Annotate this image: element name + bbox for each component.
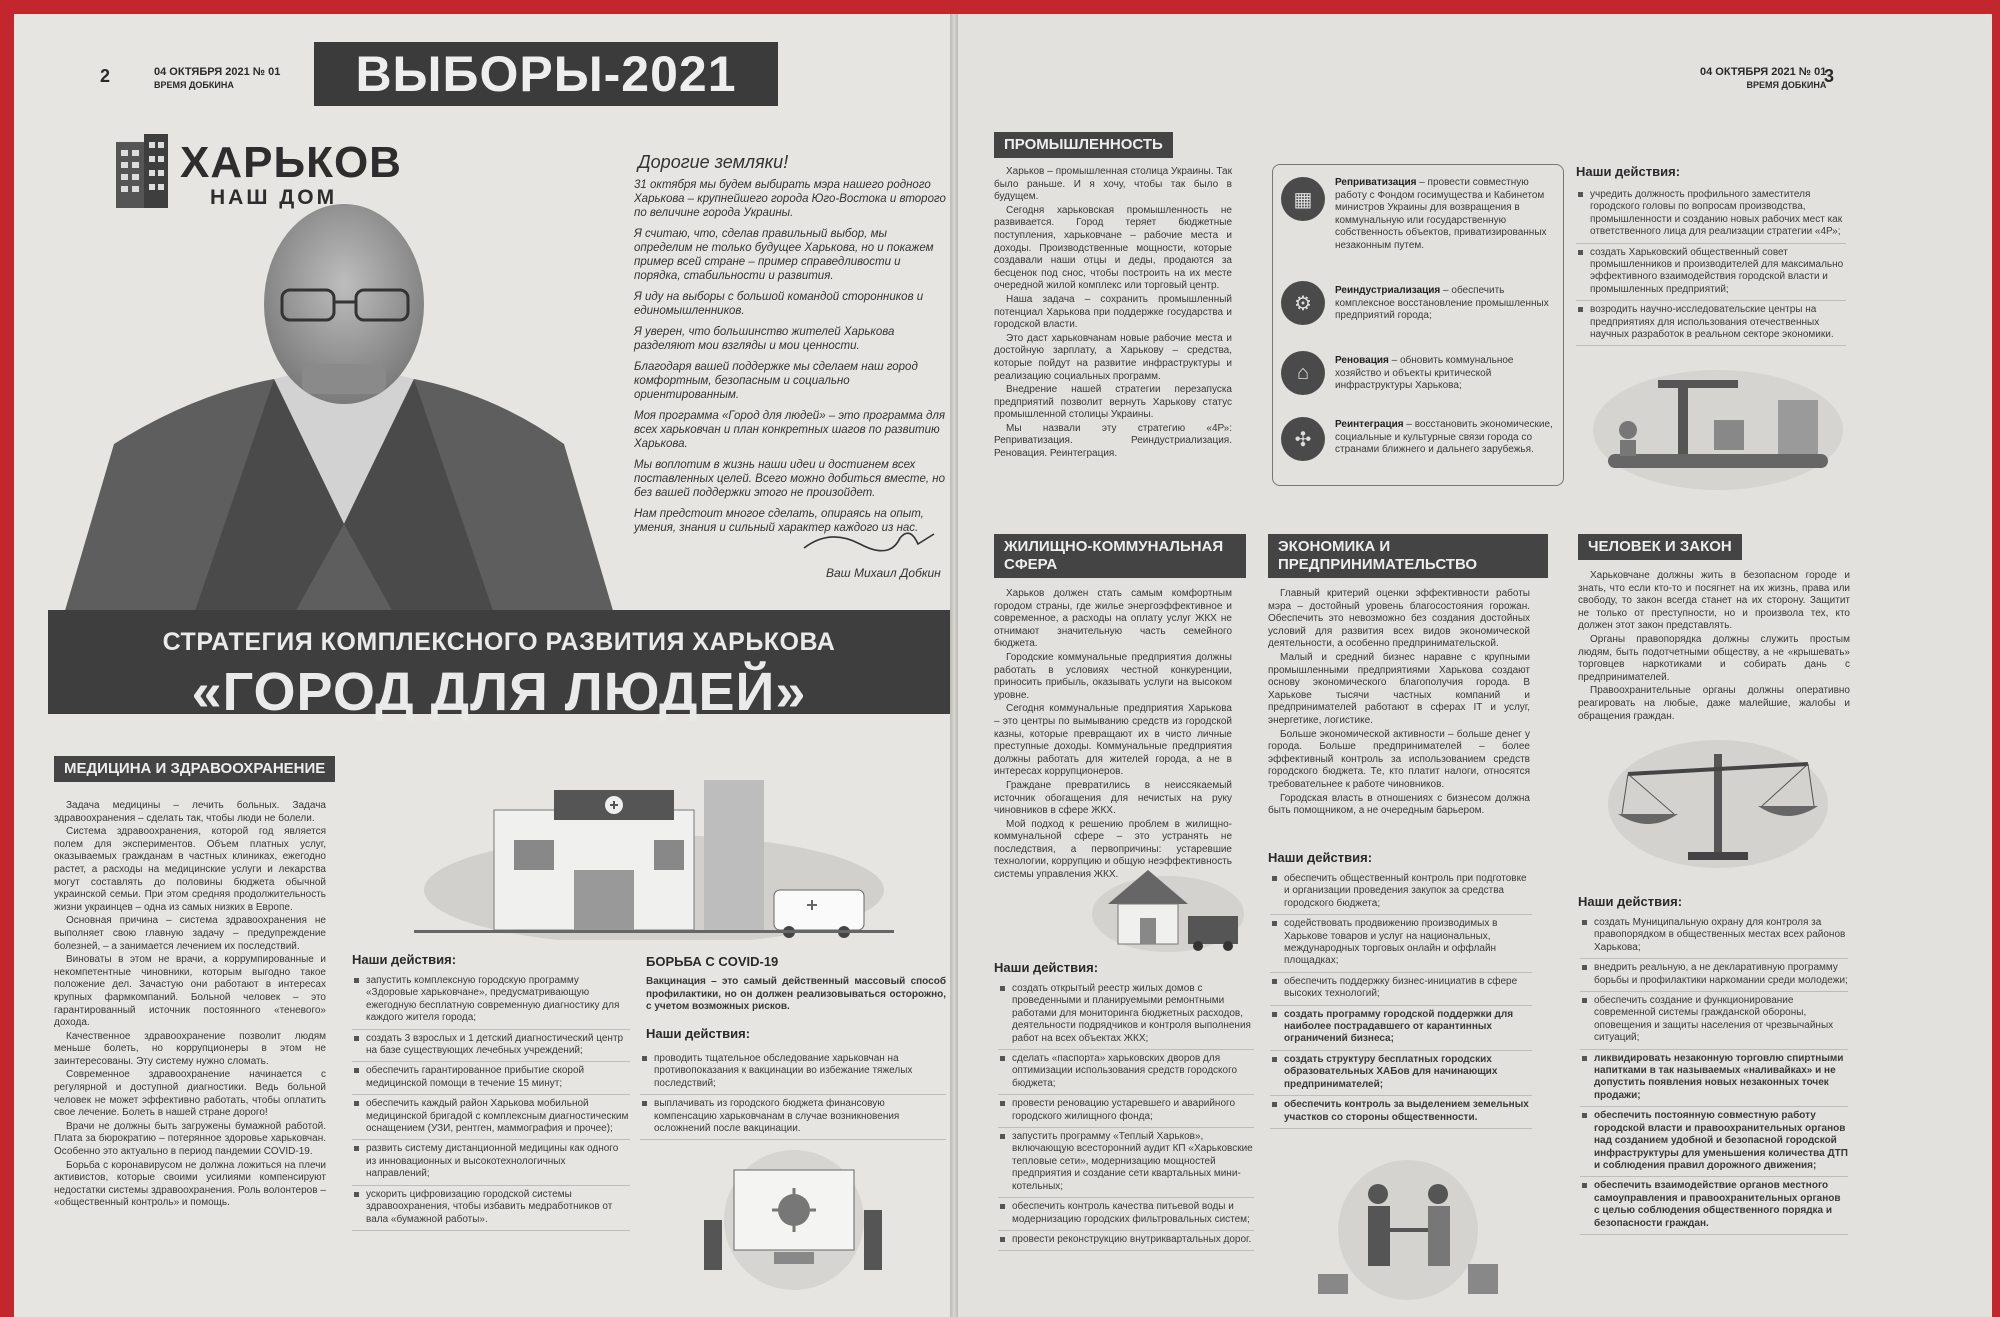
action-item: сделать «паспорта» харьковских дворов для оптимизации использования средств городского бюджета; — [998, 1050, 1254, 1095]
strategy-item — [1335, 177, 1555, 253]
covid-text: Вакцинация – это самый действенный массовый способ профилактики, но он должен реализовываться осторожно, с учетом возможных рисков. — [646, 976, 946, 1013]
law-actions-title: Наши действия: — [1578, 894, 1683, 909]
strategy-line-2: «ГОРОД ДЛЯ ЛЮДЕЙ» — [191, 662, 807, 722]
strategy-term: Реновация — [1335, 355, 1389, 366]
factory-icon: ⚙ — [1281, 281, 1325, 325]
strategy-term: Реприватизация — [1335, 177, 1417, 188]
folio — [154, 66, 280, 92]
action-item: ликвидировать незаконную торговлю спиртными напитками в так называемых «наливайках» и не допустить появления новых незаконных точек продажи; — [1580, 1050, 1848, 1108]
action-item: создать открытый реестр жилых домов с проведенными и планируемыми ремонтными работами для мониторинга бюджетных расходов, деятельности подрядчиков и контроля выполнения работ на всех объектах ЖКХ; — [998, 980, 1254, 1050]
page-right — [958, 14, 1992, 1317]
action-item: запустить программу «Теплый Харьков», включающую всесторонний аудит КП «Харьковские тепловые сети», модернизацию мощностей предприятия и создание сети квартальных мини-котельных; — [998, 1128, 1254, 1198]
housing-paragraph: Мой подход к решению проблем в жилищно-коммунальной сфере – это устранять не последствия, а первопричины: устаревшие технологии, коррупцию и общую неэффективность системы управления ЖКХ. — [994, 818, 1232, 881]
law-paragraph: Правоохранительные органы должны оперативно реагировать на любые, даже малейшие, жалобы и обращения граждан. — [1578, 685, 1850, 722]
action-item: содействовать продвижению производимых в Харькове товаров и услуг на национальных, международных торговых онлайн и оффлайн площадках; — [1270, 915, 1532, 973]
housing-paragraph: Харьков должен стать самым комфортным городом страны, где жилье энергоэффективное и современное, а расходы на оплату услуг ЖКХ не отнимают значительную часть семейного бюджета. — [994, 588, 1232, 650]
strategy-text: – обновить коммунальное хозяйство и объекты критической инфраструктуры Харькова; — [1335, 355, 1514, 392]
housing-paragraph: Граждане превратились в неиссякаемый источник обогащения для нечистых на руку чиновников в сфере ЖКХ. — [994, 779, 1232, 817]
telemedicine-illustration — [674, 1140, 914, 1290]
letter-paragraph: Благодаря вашей поддержке мы сделаем наш город комфортным, безопасным и социально ориентированным. — [634, 361, 918, 401]
economy-paragraph: Главный критерий оценки эффективности работы мэра – достойный уровень благосостояния горожан. Обеспечить это невозможно без создания достойных условий для развития всех видов экономической деятельности, а особенно предпринимательской. — [1268, 588, 1530, 650]
network-icon: ✣ — [1281, 417, 1325, 461]
medicine-paragraph: Основная причина – система здравоохранения не выполняет свою главную задачу – предупреждение болезней, – а занимается лечением их последствий. — [54, 915, 326, 952]
housing-paragraph: Сегодня коммунальные предприятия Харькова – это центры по вымыванию средств из городской казны, которые превращают их в чисто личные преступные доходы. Коммунальные предприятия должны работать для жителей города, а не в интересах коррупционеров. — [994, 703, 1232, 778]
housing-paragraph: Городские коммунальные предприятия должны работать в условиях честной конкуренции, приносить прибыль, оказывать услуги на высоком уровне. — [994, 651, 1232, 701]
economy-paragraph: Городская власть в отношениях с бизнесом должна быть помощником, а не очередным барьером. — [1268, 792, 1530, 817]
section-header-industry: ПРОМЫШЛЕННОСТЬ — [994, 132, 1173, 158]
economy-actions-title: Наши действия: — [1268, 850, 1373, 865]
economy-paragraph: Малый и средний бизнес наравне с крупными промышленными предприятиями Харькова создают основу экономического благополучия города. В Харькове тысячи частных компаний и предпринимателей работают в сферах IT и услуг, энергетике, логистике. — [1268, 651, 1530, 726]
logo-title: ХАРЬКОВ — [180, 138, 402, 187]
action-item: обеспечить каждый район Харькова мобильной медицинской бригадой с комплексным диагностическим оснащением (УЗИ, рентген, маммография и прочее); — [352, 1095, 630, 1140]
page-left — [14, 14, 950, 1317]
strategy-item — [1335, 285, 1555, 323]
folio-issue: № 01 — [252, 66, 281, 78]
medicine-paragraph: Современное здравоохранение начинается с регулярной и доступной диагностики. Ведь больной человек не может эффективно работать, чтобы оплатить свое лечение. Болеть в нашей стране дорого! — [54, 1069, 326, 1119]
portrait-photo — [44, 194, 644, 614]
action-item: ускорить цифровизацию городской системы здравоохранения, чтобы избавить медработников от вала «бумажной работы». — [352, 1186, 630, 1231]
gears-icon: ⌂ — [1281, 351, 1325, 395]
action-item: создать программу городской поддержки для наиболее пострадавшего от карантинных ограничений бизнеса; — [1270, 1006, 1532, 1051]
folio-issue: № 01 — [1798, 66, 1827, 78]
law-body — [1578, 570, 1850, 724]
folio-date: 04 ОКТЯБРЯ 2021 — [154, 66, 250, 78]
action-item: создать 3 взрослых и 1 детский диагностический центр на базе существующих лечебных учреждений; — [352, 1030, 630, 1063]
folio-paper: ВРЕМЯ ДОБКИНА — [1746, 80, 1827, 90]
housing-actions-title: Наши действия: — [994, 960, 1099, 975]
strategy-line-1: СТРАТЕГИЯ КОМПЛЕКСНОГО РАЗВИТИЯ ХАРЬКОВА — [162, 628, 836, 656]
action-item: создать структуру бесплатных городских образовательных ХАБов для начинающих предпринимателей; — [1270, 1051, 1532, 1096]
action-item: создать Муниципальную охрану для контроля за правопорядком в общественных местах всех районов Харькова; — [1580, 914, 1848, 959]
action-item: обеспечить постоянную совместную работу городской власти и правоохранительных органов над созданием удобной и безопасной городской инфраструктуры для уменьшения количества ДТП и соблюдения правил дорожного движения; — [1580, 1107, 1848, 1177]
industry-paragraph: Это даст харьковчанам новые рабочие места и достойную зарплату, а Харькову – средства, которые пойдут на развитие инфраструктуры и реализацию социальных программ. — [994, 332, 1232, 382]
covid-actions-list — [640, 1050, 946, 1140]
medicine-actions-title: Наши действия: — [352, 952, 457, 967]
logo-subtitle: НАШ ДОМ — [210, 186, 338, 209]
action-item: запустить комплексную городскую программу «Здоровые харьковчане», предусматривающую ежегодную бесплатную современную диагностику для каждого жителя города; — [352, 972, 630, 1030]
industry-paragraph: Наша задача – сохранить промышленный потенциал Харькова при поддержке государства и городской власти. — [994, 293, 1232, 331]
action-item: обеспечить гарантированное прибытие скорой медицинской помощи в течение 15 минут; — [352, 1062, 630, 1095]
folio-paper: ВРЕМЯ ДОБКИНА — [154, 80, 234, 90]
action-item: развить систему дистанционной медицины как одного из инновационных и высокотехнологичных направлений; — [352, 1140, 630, 1185]
letter-signature: Ваш Михаил Добкин — [826, 566, 941, 580]
covid-title: БОРЬБА С COVID-19 — [646, 954, 779, 969]
economy-actions-list — [1270, 870, 1532, 1129]
law-paragraph: Органы правопорядка должны служить простым людям, быть подотчетными обществу, а не «крышевать» торговцев наркотиками и собирать дань с предпринимателей. — [1578, 633, 1850, 683]
industry-paragraph: Сегодня харьковская промышленность не развивается. Город теряет бюджетные поступления, харьковчане – рабочие места и доходы. Производственные мощности, которые создавали наши отцы и деды, продаются за бесценок под снос, чтобы построить на их месте очередной жилой комплекс или торговый центр. — [994, 204, 1232, 292]
medicine-paragraph: Задача медицины – лечить больных. Задача здравоохранения – сделать так, чтобы люди не болели. — [54, 800, 326, 824]
strategy-item — [1335, 355, 1555, 393]
factory-illustration — [1588, 360, 1848, 490]
industry-actions-title: Наши действия: — [1576, 164, 1681, 179]
letter-paragraph: Мы воплотим в жизнь наши идеи и достигнем всех поставленных целей. Всего можно добиться вместе, но без вашей поддержки этого не произойдет. — [634, 459, 946, 499]
action-item: провести реконструкцию внутриквартальных дорог. — [998, 1231, 1254, 1251]
section-header-law: ЧЕЛОВЕК И ЗАКОН — [1578, 534, 1742, 560]
action-item: обеспечить взаимодействие органов местного самоуправления и правоохранительных органов с целью соблюдения общественного порядка и безопасности граждан. — [1580, 1177, 1848, 1235]
medicine-body — [54, 800, 326, 1211]
letter-paragraph: Нам предстоит многое сделать, опираясь на опыт, умения, знания и сильный характер каждого из нас. — [634, 508, 924, 534]
strategy-text: – восстановить экономические, социальные и культурные связи города со странами ближнего и дальнего зарубежья. — [1335, 419, 1553, 456]
industry-actions-list — [1576, 186, 1846, 346]
covid-actions-title: Наши действия: — [646, 1026, 751, 1041]
industry-paragraph: Харьков – промышленная столица Украины. Так было раньше. И я хочу, чтобы так было в будущем. — [994, 166, 1232, 203]
economy-paragraph: Больше экономической активности – больше денег у города. Больше предпринимателей – более эффективный контроль за использованием средств городского бюджета. Те, кто платит налоги, относятся требовательнее к работе чиновников. — [1268, 728, 1530, 790]
hospital-illustration — [414, 770, 894, 940]
letter-paragraph: 31 октября мы будем выбирать мэра нашего родного Харькова – крупнейшего города Юго-Востока и второго по величине города Украины. — [634, 179, 946, 219]
strategy-term: Реинтеграция — [1335, 419, 1404, 430]
folio — [1700, 66, 1826, 92]
business-illustration — [1288, 1134, 1528, 1304]
medicine-actions-list — [352, 972, 630, 1231]
building-icon: ▦ — [1281, 177, 1325, 221]
folio-date: 04 ОКТЯБРЯ 2021 — [1700, 66, 1796, 78]
strategy-text: – провести совместную работу с Фондом госимущества и Кабинетом министров Украины для возвращения в коммунальную или государственную собственность объектов, приватизированных незаконным путем. — [1335, 177, 1547, 251]
strategy-item — [1335, 419, 1555, 457]
industry-body — [994, 166, 1232, 462]
medicine-paragraph: Система здравоохранения, которой год является полем для экспериментов. Объем платных услуг, оказываемых гражданам в частных клиниках, ежегодно растет, а расходы на медицинские услуги и лекарства могут составлять до половины бюджета обычной украинской семьи. При этом средняя продолжительность жизни украинцев – одна из самых низких в Европе. — [54, 826, 326, 913]
action-item: проводить тщательное обследование харьковчан на противопоказания к вакцинации во избежание тяжелых последствий; — [640, 1050, 946, 1095]
section-header-housing: ЖИЛИЩНО-КОММУНАЛЬНАЯ СФЕРА — [994, 534, 1246, 578]
strategy-4r-box — [1272, 164, 1564, 486]
strategy-text: – обеспечить комплексное восстановление промышленных предприятий города; — [1335, 285, 1549, 322]
housing-actions-list — [998, 980, 1254, 1251]
industry-paragraph: Мы назвали эту стратегию «4Р»: Реприватизация. Реиндустриализация. Реновация. Реинтеграция. — [994, 422, 1232, 460]
action-item: возродить научно-исследовательские центры на предприятиях для использования отечественных научных разработок в реальном секторе экономики. — [1576, 301, 1846, 346]
letter-paragraph: Я считаю, что, сделав правильный выбор, мы определим не только будущее Харькова, но и покажем пример всей стране – пример справедливости и порядка, стабильности и развития. — [634, 228, 934, 282]
signature-scribble — [800, 524, 940, 558]
action-item: обеспечить создание и функционирование современной системы гражданской обороны, оповещения и защиты населения от чрезвычайных ситуаций; — [1580, 992, 1848, 1050]
letter-paragraph: Я иду на выборы с большой командой сторонников и единомышленников. — [634, 291, 924, 317]
economy-body — [1268, 588, 1530, 819]
law-actions-list — [1580, 914, 1848, 1235]
letter-paragraph: Я уверен, что большинство жителей Харькова разделяют мои взгляды и мои ценности. — [634, 326, 895, 352]
housing-body — [994, 588, 1232, 883]
section-header-medicine: МЕДИЦИНА И ЗДРАВООХРАНЕНИЕ — [54, 756, 335, 782]
action-item: обеспечить общественный контроль при подготовке и организации проведения закупок за средства городского бюджета; — [1270, 870, 1532, 915]
action-item: обеспечить контроль за выделением земельных участков со стороны общественности. — [1270, 1096, 1532, 1129]
industry-paragraph: Внедрение нашей стратегии перезапуска предприятий позволит вернуть Харькову статус промышленной столицы Украины. — [994, 384, 1232, 421]
law-paragraph: Харьковчане должны жить в безопасном городе и знать, что если кто-то и посягнет на их жизнь, права или свободу, то закон всегда станет на их сторону. Защитит не только от преступности, но и произвола тех, кто должен этот закон представлять. — [1578, 570, 1850, 632]
page-gutter — [950, 14, 958, 1317]
action-item: обеспечить контроль качества питьевой воды и модернизацию городских фильтровальных систем; — [998, 1198, 1254, 1231]
strategy-term: Реиндустриализация — [1335, 285, 1441, 296]
action-item: внедрить реальную, а не декларативную программу борьбы и профилактики наркомании среди молодежи; — [1580, 959, 1848, 992]
action-item: провести реновацию устаревшего и аварийного городского жилищного фонда; — [998, 1095, 1254, 1128]
banner-elections: ВЫБОРЫ-2021 — [314, 42, 778, 106]
letter-body — [634, 178, 946, 542]
action-item: обеспечить поддержку бизнес-инициатив в сфере высоких технологий; — [1270, 973, 1532, 1006]
letter-paragraph: Моя программа «Город для людей» – это программа для всех харьковчан и план конкретных шагов по развитию Харькова. — [634, 410, 946, 450]
scales-illustration — [1598, 734, 1838, 874]
house-illustration — [1088, 854, 1248, 954]
medicine-paragraph: Качественное здравоохранение позволит людям меньше болеть, но коррупционеры в этом не заинтересованы. Эту систему нужно сломать. — [54, 1030, 326, 1067]
action-item: выплачивать из городского бюджета финансовую компенсацию харьковчанам в случае возникновения осложнений после вакцинации. — [640, 1095, 946, 1140]
medicine-paragraph: Борьба с коронавирусом не должна ложиться на плечи активистов, которые своими усилиями компенсируют недостатки системы здравоохранения. Роль волонтеров – «общественный контроль» и помощь. — [54, 1159, 326, 1209]
page-number: 3 — [1824, 66, 1835, 86]
newspaper-spread — [14, 14, 1992, 1317]
action-item: создать Харьковский общественный совет промышленников и производителей для максимально эффективного взаимодействия городской власти и промышленных предприятий; — [1576, 244, 1846, 302]
letter-greeting: Дорогие земляки! — [638, 152, 789, 172]
action-item: учредить должность профильного заместителя городского головы по вопросам производства, промышленности и созданию новых рабочих мест как ответственного лица для реализации стратегии «4Р»; — [1576, 186, 1846, 244]
page-number: 2 — [100, 66, 111, 86]
medicine-paragraph: Виноваты в этом не врачи, а коррумпированные и некомпетентные чиновники, которым выгодно такое положение дел. Зачастую они работают в интересах крупных фармкомпаний. Больной человек – это гарантированный источник постоянного «теневого» дохода. — [54, 954, 326, 1029]
medicine-paragraph: Врачи не должны быть загружены бумажной работой. Плата за бюрократию – потерянное здоровье харьковчан. Особенно это актуально в период пандемии COVID-19. — [54, 1120, 326, 1158]
section-header-economy: ЭКОНОМИКА И ПРЕДПРИНИМАТЕЛЬСТВО — [1268, 534, 1548, 578]
strategy-band — [48, 610, 950, 722]
